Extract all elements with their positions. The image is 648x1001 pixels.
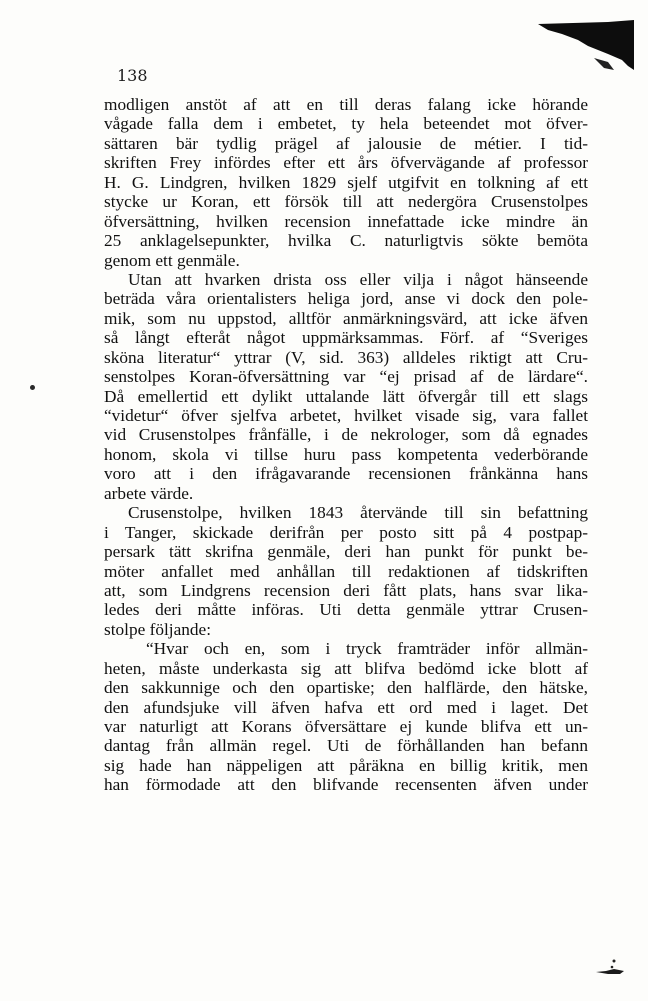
text-line: öfversättning, hvilken recension innefattade icke mindre än [104,211,588,231]
text-line: Crusenstolpe, hvilken 1843 återvände till sin befattning [128,503,588,523]
text-line: persark tätt skrifna genmäle, deri han punkt för punkt be- [104,542,588,562]
text-line: 25 anklagelsepunkter, hvilka C. naturligtvis sökte bemöta [104,231,588,251]
text-line: heten, måste underkasta sig att blifva bedömd icke blott af [104,658,588,678]
text-line: sättaren bär tydlig prägel af jalousie de métier. I tid- [104,133,588,153]
paragraph-2 [104,270,588,503]
text-line: stycke ur Koran, ett försök till att nedergöra Crusenstolpes [104,192,588,212]
text-line: var naturligt att Korans öfversättare ej kunde blifva ett un- [104,717,588,736]
text-line: voro att i den ifrågavarande recensionen frånkänna hans [104,464,588,484]
text-line: att, som Lindgrens recension deri fått plats, hans svar lika- [104,580,588,600]
text-line: genom ett genmäle. [104,250,240,270]
text-line: sköna literatur“ yttrar (V, sid. 363) alldeles riktigt att Cru- [104,347,588,367]
text-line: i Tanger, skickade derifrån per posto sitt på 4 postpap- [104,522,588,542]
text-line: Då emellertid ett dylikt uttalande lätt öfvergår till ett slags [104,386,588,406]
text-line: den sakkunnige och den opartiske; den halflärde, den hätske, [104,678,588,698]
text-line: Utan att hvarken drista oss eller vilja i något hänseende [128,269,588,289]
paragraph-3 [104,503,588,639]
ink-smudge-decoration [590,958,626,976]
text-line: vid Crusenstolpes frånfälle, i de nekrologer, som då egnades [104,425,588,445]
text-line: vågade falla dem i embetet, ty hela beteendet mot öfver- [104,114,588,134]
text-line: senstolpes Koran-öfversättning var “ej prisad af de lärdare“. [104,367,588,387]
paragraph-4-quote [104,639,588,795]
text-line: den afundsjuke vill äfven hafva ett ord med i laget. Det [104,697,588,717]
text-line: skriften Frey infördes efter ett års öfvervägande af professor [104,153,588,173]
ink-blot-decoration [538,20,634,70]
page-number: 138 [117,66,148,85]
text-line: “Hvar och en, som i tryck framträder inför allmän- [146,639,588,659]
paragraph-1 [104,95,588,270]
text-line: sig hade han näppeligen att påräkna en billig kritik, men [104,755,588,775]
text-line: han förmodade att den blifvande recensenten äfven under [104,775,588,795]
text-line: så långt efteråt något uppmärksammas. Förf. af “Sveriges [104,328,588,348]
text-line: modligen anstöt af att en till deras falang icke hörande [104,95,588,114]
text-line: ledes deri måtte införas. Uti detta genmäle yttrar Crusen- [104,600,588,620]
text-line: mik, som nu uppstod, alltför anmärkningsvärd, att icke äfven [104,308,588,328]
text-line: dantag från allmän regel. Uti de förhållanden han befann [104,736,588,756]
text-line: stolpe följande: [104,619,212,639]
text-line: beträda våra orientalisters heliga jord, anse vi dock den pole- [104,289,588,309]
text-line: “videtur“ öfver sjelfva arbetet, hvilket visade sig, vara fallet [104,406,588,425]
body-text [104,95,588,795]
text-line: arbete värde. [104,483,194,503]
ink-speck [30,385,35,390]
text-line: honom, skola vi tillse huru pass kompetenta vederbörande [104,444,588,464]
text-line: möter anfallet med anhållan till redaktionen af tidskriften [104,561,588,581]
text-line: H. G. Lindgren, hvilken 1829 sjelf utgifvit en tolkning af ett [104,172,588,192]
